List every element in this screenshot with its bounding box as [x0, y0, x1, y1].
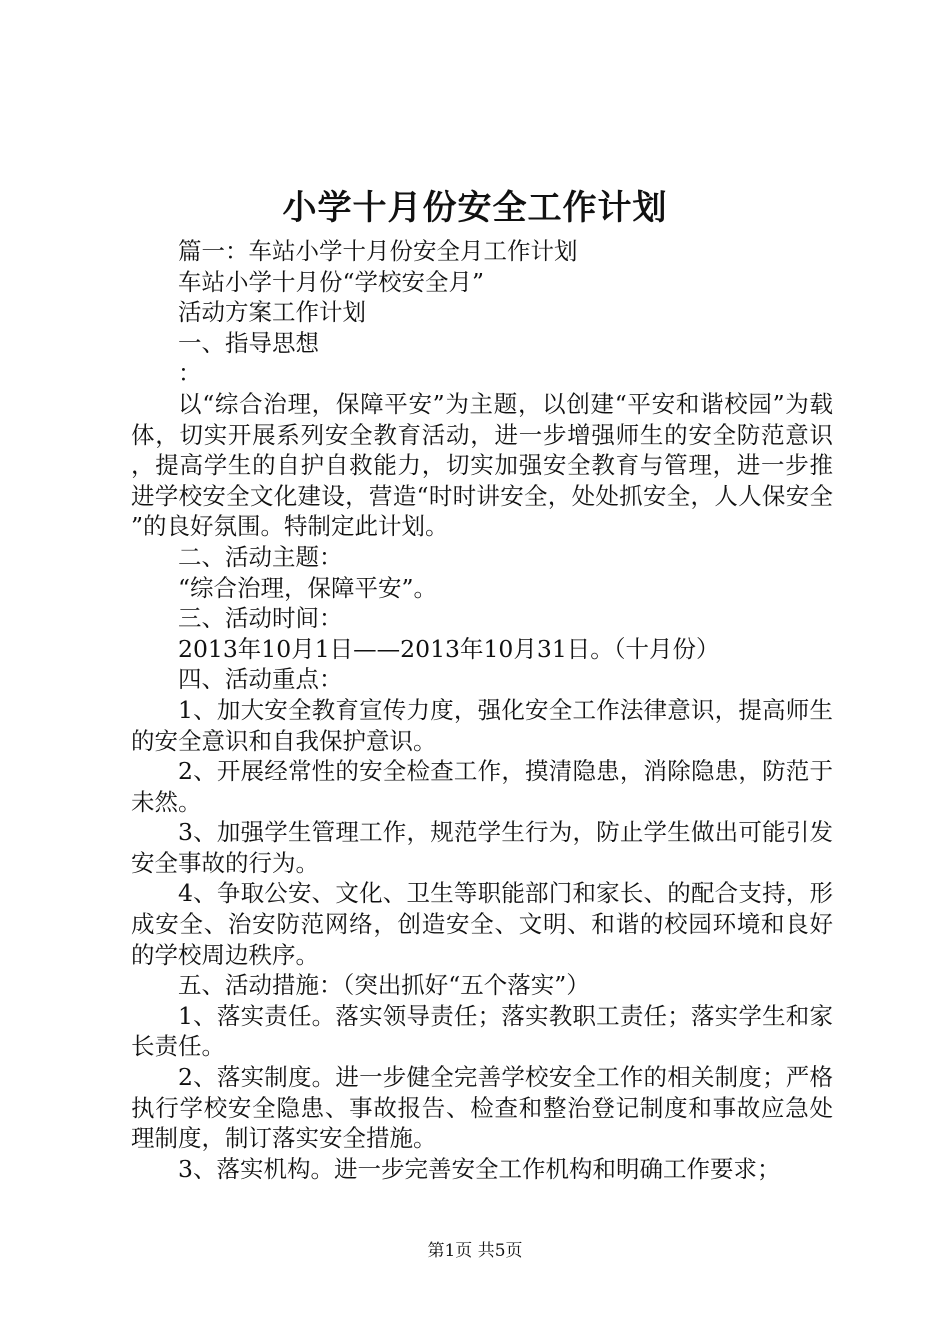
- list-item: 2、落实制度。进一步健全完善学校安全工作的相关制度；严格执行学校安全隐患、事故报告、检查和整治登记制度和事故应急处理制度，制订落实安全措施。: [131, 1063, 833, 1153]
- section-heading: 四、活动重点：: [178, 665, 343, 694]
- list-item: 3、落实机构。进一步完善安全工作机构和明确工作要求；: [178, 1154, 781, 1183]
- section-heading: 一、指导思想: [178, 328, 319, 357]
- paragraph: 篇一：车站小学十月份安全月工作计划: [178, 237, 578, 265]
- document-body: [131, 236, 833, 1184]
- paragraph: 车站小学十月份“学校安全月”: [178, 267, 485, 296]
- paragraph: 活动方案工作计划: [178, 298, 366, 327]
- paragraph: “综合治理，保障平安”。: [178, 573, 438, 602]
- section-heading: 五、活动措施：（突出抓好“五个落实”）: [178, 971, 590, 1000]
- paragraph: 以“综合治理，保障平安”为主题，以创建“平安和谐校园”为载体，切实开展系列安全教育活动，进一步增强师生的安全防范意识，提高学生的自护自救能力，切实加强安全教育与管理，进一步推进学校安全文化建设，营造“时时讲安全，处处抓安全，人人保安全”的良好氛围。特制定此计划。: [131, 389, 833, 541]
- page-footer: 第1页 共5页: [427, 1241, 523, 1261]
- section-heading: 三、活动时间：: [178, 604, 343, 633]
- paragraph: 2013年10月1日——2013年10月31日。（十月份）: [178, 634, 720, 663]
- list-item: 4、争取公安、文化、卫生等职能部门和家长、的配合支持，形成安全、治安防范网络，创造安全、文明、和谐的校园环境和良好的学校周边秩序。: [131, 879, 833, 969]
- document-title: 小学十月份安全工作计划: [282, 188, 668, 228]
- paragraph: ：: [178, 359, 202, 388]
- section-heading: 二、活动主题：: [178, 542, 343, 571]
- list-item: 2、开展经常性的安全检查工作，摸清隐患，消除隐患，防范于未然。: [131, 757, 833, 816]
- list-item: 3、加强学生管理工作，规范学生行为，防止学生做出可能引发安全事故的行为。: [131, 818, 833, 877]
- list-item: 1、加大安全教育宣传力度，强化安全工作法律意识，提高师生的安全意识和自我保护意识。: [131, 695, 833, 755]
- list-item: 1、落实责任。落实领导责任；落实教职工责任；落实学生和家长责任。: [131, 1001, 833, 1061]
